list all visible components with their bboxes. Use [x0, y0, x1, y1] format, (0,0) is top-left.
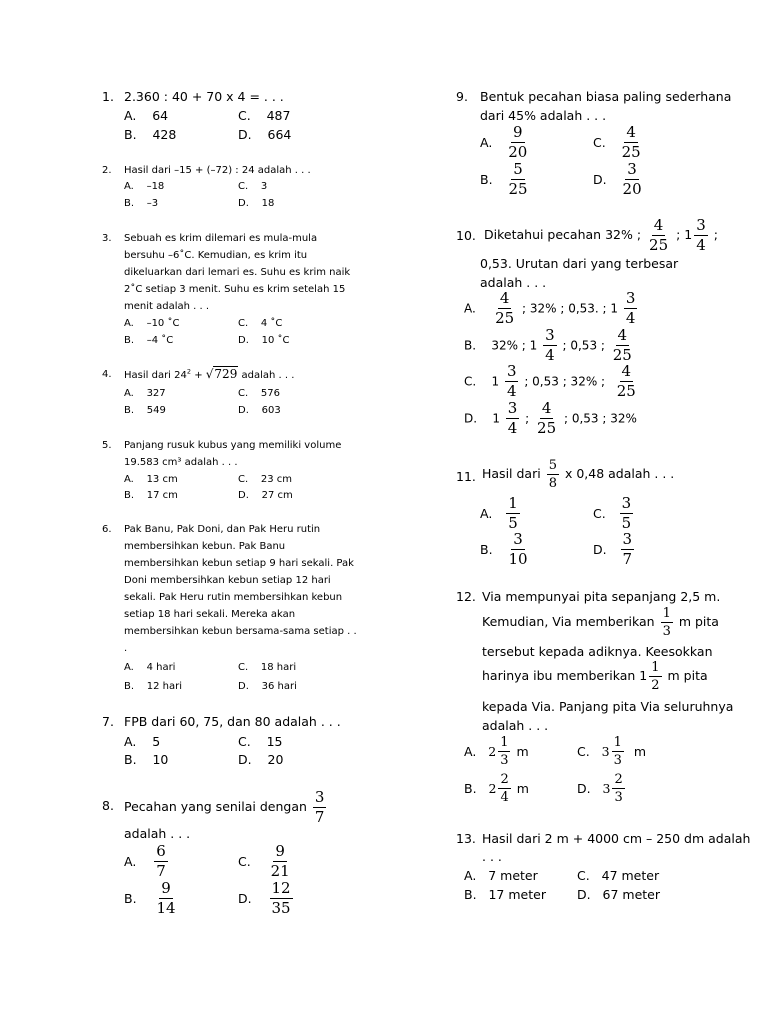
option-c[interactable]: C. $\frac{9}{21}$	[238, 842, 290, 880]
question-text-line: Via mempunyai pita sepanjang 2,5 m.	[482, 589, 721, 604]
fraction: $\frac{4}{25}$	[537, 399, 557, 437]
fraction: $\frac{4}{25}$	[621, 123, 641, 161]
option-d[interactable]: D. $\frac{12}{35}$	[238, 879, 291, 917]
fraction: $\frac{6}{7}$	[156, 842, 166, 880]
question-text-line: membersihkan kebun setiap 9 hari sekali. Pak	[124, 558, 354, 569]
option-d[interactable]: D. 67 meter	[577, 887, 661, 902]
option-a[interactable]: A. 5	[124, 734, 161, 749]
question-text: Hasil dari 2 m + 4000 cm – 250 dm adalah	[482, 831, 751, 846]
fraction: $\frac{9}{20}$	[508, 123, 528, 161]
option-a[interactable]: A. $\frac{4}{25}$ ; 32% ; 0,53. ; 1 $\frac{3}{4}$	[464, 289, 636, 327]
option-b[interactable]: B. $\frac{3}{10}$	[480, 530, 528, 568]
option-b[interactable]: B. 428	[124, 127, 177, 142]
square-root: √729	[205, 367, 238, 381]
question-number: 7.	[102, 714, 114, 729]
option-c[interactable]: C. 18 hari	[238, 662, 297, 673]
fraction: $\frac{2}{3}$	[614, 772, 623, 805]
option-d[interactable]: D. 36 hari	[238, 681, 297, 692]
option-a[interactable]: A. 2 $\frac{1}{3}$ m	[464, 735, 529, 768]
question-number: 11.	[456, 469, 476, 484]
option-d[interactable]: D. 27 cm	[238, 490, 293, 501]
option-a[interactable]: A. –18	[124, 181, 165, 192]
fraction: $\frac{3}{4}$	[696, 216, 706, 254]
question-text-line: Doni membersihkan kebun setiap 12 hari	[124, 575, 331, 586]
option-c[interactable]: C. 15	[238, 734, 283, 749]
fraction: $\frac{5}{8}$	[548, 458, 557, 491]
question-text-line: dikeluarkan dari lemari es. Suhu es krim naik	[124, 267, 351, 278]
option-c[interactable]: C. 4 ˚C	[238, 318, 283, 329]
option-b[interactable]: B. $\frac{5}{25}$	[480, 160, 528, 198]
question-text-line: 2˚C setiap 3 menit. Suhu es krim setelah 15	[124, 284, 346, 295]
fraction: $\frac{9}{21}$	[270, 842, 290, 880]
question-text: Hasil dari $24^2 + √729$ adalah . . .	[124, 367, 295, 381]
question-number: 1.	[102, 89, 114, 104]
fraction: $\frac{4}{25}$	[616, 362, 636, 400]
option-d[interactable]: D. 3 $\frac{2}{3}$	[577, 772, 623, 805]
question-text-line: Sebuah es krim dilemari es mula-mula	[124, 233, 318, 244]
fraction: $\frac{4}{25}$	[495, 289, 515, 327]
question-number: 8.	[102, 798, 114, 813]
question-text-line: membersihkan kebun. Pak Banu	[124, 541, 286, 552]
question-number: 9.	[456, 89, 468, 104]
option-a[interactable]: A. –10 ˚C	[124, 318, 180, 329]
option-d[interactable]: D. $\frac{3}{7}$	[593, 530, 633, 568]
question-number: 6.	[102, 524, 112, 535]
option-b[interactable]: B. 17 cm	[124, 490, 178, 501]
question-number: 5.	[102, 440, 112, 451]
option-c[interactable]: C. $\frac{3}{5}$	[593, 494, 632, 532]
fraction: $\frac{1}{3}$	[500, 735, 509, 768]
option-b[interactable]: B. –4 ˚C	[124, 335, 174, 346]
option-a[interactable]: A. 13 cm	[124, 474, 178, 485]
question-text-line: sekali. Pak Heru rutin membersihkan kebun	[124, 592, 343, 603]
option-a[interactable]: A. $\frac{1}{5}$	[480, 494, 518, 532]
question-text-line: kepada Via. Panjang pita Via seluruhnya	[482, 699, 734, 714]
fraction: $\frac{1}{5}$	[508, 494, 518, 532]
question-text-line: harinya ibu memberikan 1 $\frac{1}{2}$ m pita	[482, 660, 708, 693]
question-text-line: Kemudian, Via memberikan $\frac{1}{3}$ m pita	[482, 606, 719, 639]
option-b[interactable]: B. $\frac{9}{14}$	[124, 879, 176, 917]
question-text-line: Panjang rusuk kubus yang memiliki volume	[124, 440, 342, 451]
option-d[interactable]: D. 18	[238, 198, 275, 209]
option-b[interactable]: B. –3	[124, 198, 159, 209]
question-text-line: membersihkan kebun bersama-sama setiap . .	[124, 626, 357, 637]
fraction: $\frac{3}{7}$	[622, 530, 633, 568]
question-number: 4.	[102, 369, 112, 380]
option-b[interactable]: B. 10	[124, 752, 169, 767]
question-text-line: 0,53. Urutan dari yang terbesar	[480, 256, 679, 271]
question-text-line: dari 45% adalah . . .	[480, 108, 607, 123]
question-text-line: menit adalah . . .	[124, 301, 210, 312]
fraction: $\frac{3}{20}$	[622, 160, 642, 198]
option-b[interactable]: B. 17 meter	[464, 887, 546, 902]
option-c[interactable]: C. 47 meter	[577, 868, 660, 883]
option-a[interactable]: A. $\frac{9}{20}$	[480, 123, 528, 161]
fraction: $\frac{4}{25}$	[649, 216, 669, 254]
question-number: 2.	[102, 165, 112, 176]
question-text: Hasil dari $\frac{5}{8}$ x 0,48 adalah . . .	[482, 458, 675, 491]
question-text-line: adalah . . .	[480, 275, 547, 290]
question-number: 3.	[102, 233, 112, 244]
option-c[interactable]: C. 1 $\frac{3}{4}$ ; 0,53 ; 32% ; $\frac{4}{25}$	[464, 362, 636, 400]
fraction: $\frac{5}{25}$	[508, 160, 528, 198]
question-text: Hasil dari –15 + (–72) : 24 adalah . . .	[124, 165, 311, 176]
fraction: $\frac{3}{10}$	[508, 530, 528, 568]
option-c[interactable]: C. 487	[238, 108, 291, 123]
question-text: 2.360 : 40 + 70 x 4 = . . .	[124, 89, 284, 104]
fraction: $\frac{3}{4}$	[625, 289, 636, 327]
option-d[interactable]: D. 664	[238, 127, 292, 142]
question-text-line: bersuhu –6˚C. Kemudian, es krim itu	[124, 250, 308, 261]
question-text-line: adalah . . .	[482, 718, 549, 733]
fraction: $\frac{2}{4}$	[500, 772, 509, 805]
option-c[interactable]: C. 3	[238, 181, 268, 192]
option-c[interactable]: C. 3 $\frac{1}{3}$ m	[577, 735, 646, 768]
option-b[interactable]: B. 549	[124, 405, 166, 416]
question-text-line: Pak Banu, Pak Doni, dan Pak Heru rutin	[124, 524, 321, 535]
option-a[interactable]: A. $\frac{6}{7}$	[124, 842, 166, 880]
question-text-line: 19.583 cm³ adalah . . .	[124, 457, 238, 468]
question-text-line: tersebut kepada adiknya. Keesokkan	[482, 644, 713, 659]
option-c[interactable]: C. $\frac{4}{25}$	[593, 123, 641, 161]
option-a[interactable]: A. 327	[124, 388, 166, 399]
fraction: $\frac{4}{25}$	[612, 326, 632, 364]
question-number: 12.	[456, 589, 476, 604]
option-d[interactable]: D. 20	[238, 752, 284, 767]
option-d[interactable]: D. 10 ˚C	[238, 335, 290, 346]
option-d[interactable]: D. $\frac{3}{20}$	[593, 160, 642, 198]
fraction: $\frac{3}{5}$	[621, 494, 632, 532]
question-text: Pecahan yang senilai dengan $\frac{3}{7}$	[124, 788, 325, 826]
question-number: 10.	[456, 228, 476, 243]
question-text-line: adalah . . .	[124, 826, 191, 841]
option-d[interactable]: D. 1 $\frac{3}{4}$ ; $\frac{4}{25}$ ; 0,53 ; 32%	[464, 399, 637, 437]
option-a[interactable]: A. 4 hari	[124, 662, 176, 673]
fraction: $\frac{12}{35}$	[271, 879, 291, 917]
fraction: $\frac{1}{2}$	[651, 660, 660, 693]
option-a[interactable]: A. 64	[124, 108, 169, 123]
option-a[interactable]: A. 7 meter	[464, 868, 538, 883]
option-d[interactable]: D. 603	[238, 405, 281, 416]
fraction: $\frac{9}{14}$	[156, 879, 176, 917]
question-text-line: .	[124, 643, 128, 654]
question-text-line: . . .	[482, 849, 502, 864]
option-b[interactable]: B. 32% ; 1 $\frac{3}{4}$ ; 0,53 ; $\frac{4}{25}$	[464, 326, 632, 364]
question-text: FPB dari 60, 75, dan 80 adalah . . .	[124, 714, 341, 729]
fraction: $\frac{1}{3}$	[613, 735, 622, 768]
fraction: $\frac{3}{7}$	[314, 788, 325, 826]
option-b[interactable]: B. 2 $\frac{2}{4}$ m	[464, 772, 529, 805]
fraction: $\frac{3}{4}$	[506, 362, 517, 400]
option-c[interactable]: C. 576	[238, 388, 280, 399]
fraction: $\frac{3}{4}$	[545, 326, 555, 364]
question-text-line: setiap 18 hari sekali. Mereka akan	[124, 609, 296, 620]
fraction: $\frac{1}{3}$	[662, 606, 671, 639]
question-text-line: Bentuk pecahan biasa paling sederhana	[480, 89, 732, 104]
question-text-line: Diketahui pecahan 32% ; $\frac{4}{25}$ ; 1 $\frac{3}{4}$ ;	[484, 216, 718, 254]
question-number: 13.	[456, 831, 476, 846]
option-c[interactable]: C. 23 cm	[238, 474, 293, 485]
fraction: $\frac{3}{4}$	[507, 399, 518, 437]
option-b[interactable]: B. 12 hari	[124, 681, 183, 692]
